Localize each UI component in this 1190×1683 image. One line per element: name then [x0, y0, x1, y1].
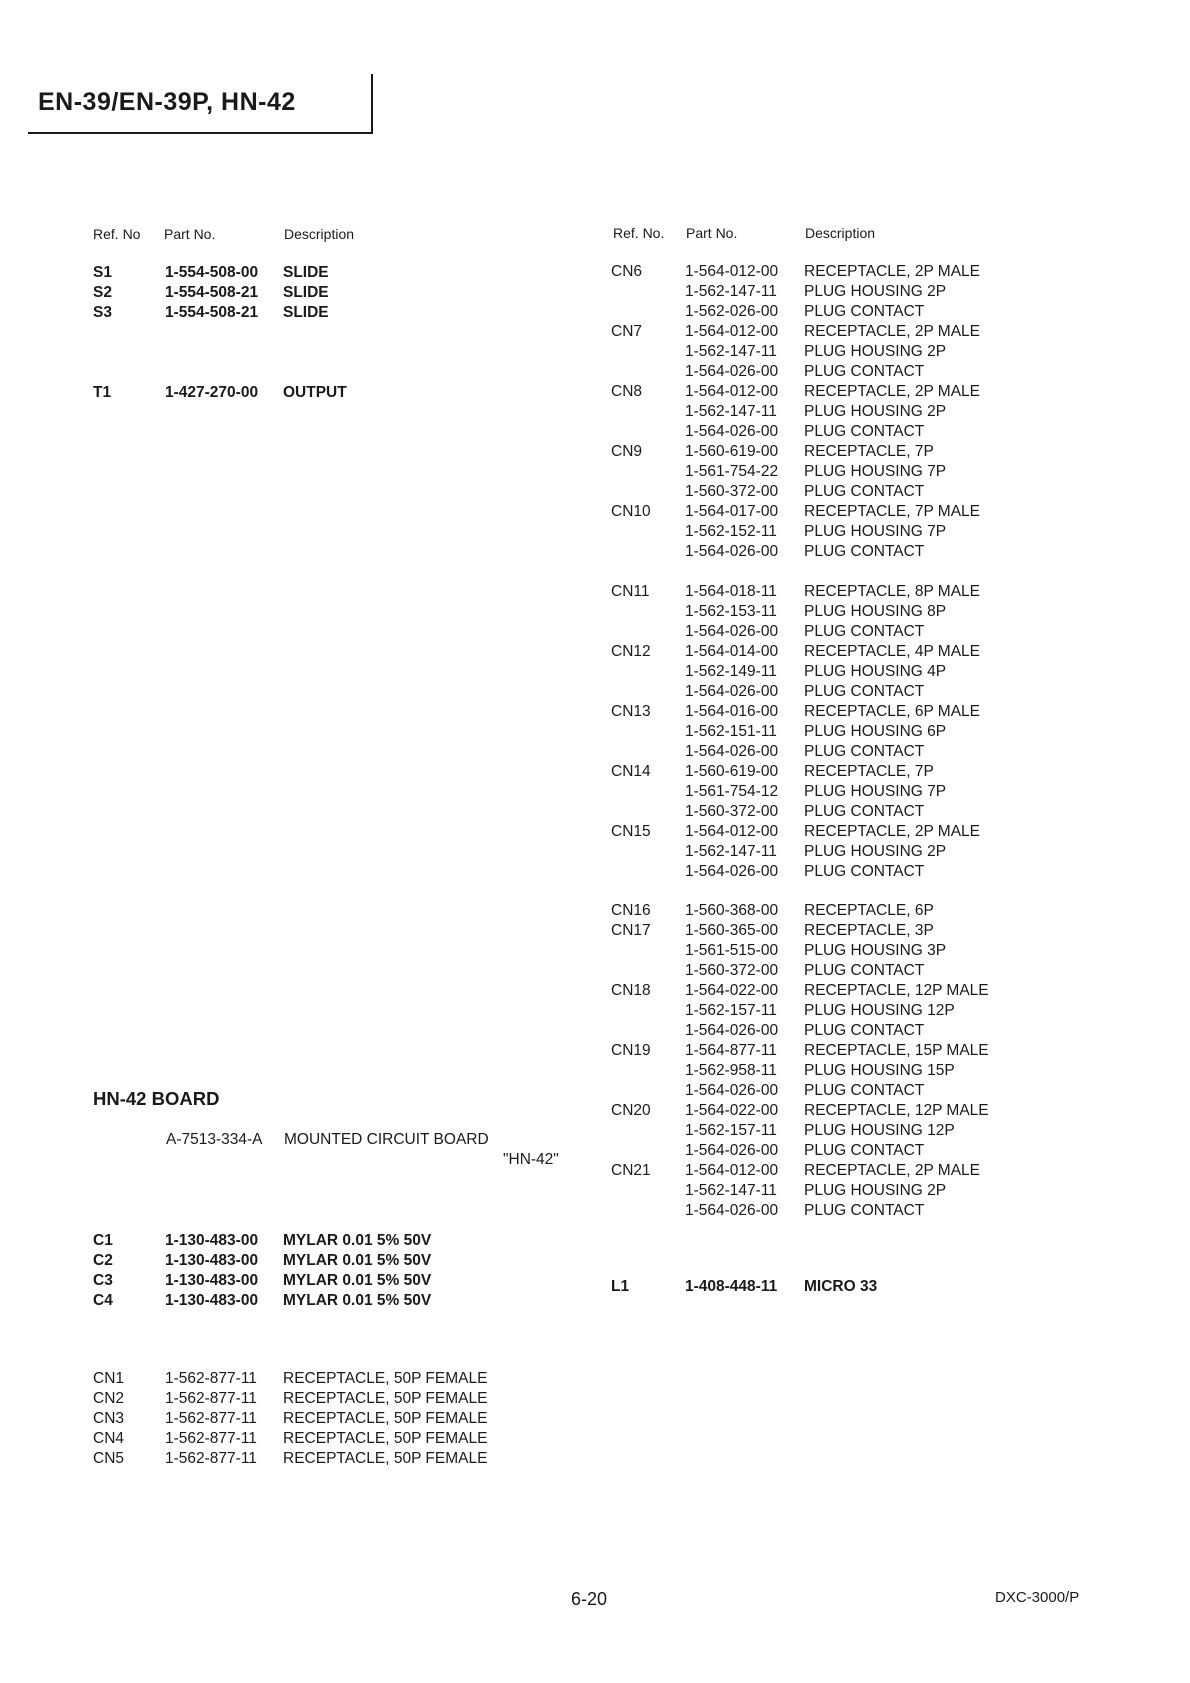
table-row — [611, 1141, 989, 1161]
ref-no: CN18 — [611, 982, 651, 999]
description: SLIDE — [283, 304, 329, 321]
description: RECEPTACLE, 50P FEMALE — [283, 1390, 488, 1407]
description: SLIDE — [283, 284, 329, 301]
page-title: EN-39/EN-39P, HN-42 — [38, 88, 296, 116]
description: RECEPTACLE, 12P MALE — [804, 1102, 989, 1119]
part-no: 1-564-026-00 — [685, 863, 779, 880]
part-no: 1-564-022-00 — [685, 982, 779, 999]
board-section-title: HN-42 BOARD — [93, 1088, 220, 1109]
table-row — [611, 742, 980, 762]
part-no: 1-560-619-00 — [685, 763, 779, 780]
table-row — [611, 961, 989, 981]
table-row — [611, 941, 989, 961]
connector-parts-list-left — [93, 1369, 487, 1469]
part-no: 1-562-147-11 — [685, 403, 777, 420]
part-no: 1-561-754-12 — [685, 783, 779, 800]
part-no: 1-564-026-00 — [685, 1082, 779, 1099]
table-row — [611, 981, 989, 1001]
part-no: 1-564-012-00 — [685, 383, 779, 400]
description: PLUG CONTACT — [804, 743, 925, 760]
part-no: 1-130-483-00 — [165, 1272, 259, 1289]
part-no: 1-560-619-00 — [685, 443, 779, 460]
description: PLUG HOUSING 4P — [804, 663, 947, 680]
part-no: 1-564-012-00 — [685, 1162, 779, 1179]
ref-no: CN21 — [611, 1162, 651, 1179]
description: RECEPTACLE, 50P FEMALE — [283, 1410, 488, 1427]
page-number: 6-20 — [571, 1589, 608, 1609]
part-no: 1-562-877-11 — [165, 1430, 257, 1447]
table-row — [93, 1271, 431, 1291]
table-row — [611, 1181, 989, 1201]
description: MYLAR 0.01 5% 50V — [283, 1272, 432, 1289]
description: RECEPTACLE, 7P — [804, 443, 934, 460]
ref-no: C2 — [93, 1252, 113, 1269]
ref-no: CN2 — [93, 1390, 125, 1407]
part-no: 1-562-152-11 — [685, 523, 777, 540]
table-row — [611, 1061, 989, 1081]
part-no: 1-564-026-00 — [685, 1022, 779, 1039]
part-no: 1-130-483-00 — [165, 1252, 259, 1269]
description: PLUG CONTACT — [804, 543, 925, 560]
switch-parts-list — [93, 263, 329, 323]
table-row — [611, 442, 980, 462]
description: PLUG HOUSING 12P — [804, 1002, 955, 1019]
description: RECEPTACLE, 50P FEMALE — [283, 1370, 488, 1387]
description: PLUG CONTACT — [804, 1022, 925, 1039]
ref-no: T1 — [93, 384, 112, 401]
description: SLIDE — [283, 264, 329, 281]
description: PLUG CONTACT — [804, 1202, 925, 1219]
table-row — [611, 522, 980, 542]
description: RECEPTACLE, 6P MALE — [804, 703, 981, 720]
part-no: 1-564-012-00 — [685, 263, 779, 280]
part-no: 1-564-026-00 — [685, 1142, 779, 1159]
table-row — [611, 1161, 989, 1181]
ref-no: CN16 — [611, 902, 651, 919]
part-no: 1-564-014-00 — [685, 643, 779, 660]
part-no: 1-562-157-11 — [685, 1122, 777, 1139]
ref-no: CN6 — [611, 263, 643, 280]
description: PLUG CONTACT — [804, 483, 925, 500]
description: PLUG HOUSING 2P — [804, 403, 947, 420]
table-row — [611, 322, 980, 342]
right-header-ref: Ref. No. — [613, 225, 665, 241]
ref-no: CN8 — [611, 383, 643, 400]
ref-no: CN1 — [93, 1370, 125, 1387]
table-row — [611, 762, 980, 782]
part-no: 1-562-149-11 — [685, 663, 777, 680]
part-no: 1-562-153-11 — [685, 603, 777, 620]
description: RECEPTACLE, 6P — [804, 902, 934, 919]
ref-no: CN13 — [611, 703, 651, 720]
description: RECEPTACLE, 7P MALE — [804, 503, 981, 520]
table-row — [611, 422, 980, 442]
part-no: 1-562-147-11 — [685, 1182, 777, 1199]
description: PLUG HOUSING 6P — [804, 723, 947, 740]
description: MYLAR 0.01 5% 50V — [283, 1232, 432, 1249]
inductor-parts-list — [611, 1277, 877, 1297]
ref-no: S1 — [93, 264, 112, 281]
left-header-ref: Ref. No — [93, 226, 141, 242]
description: PLUG HOUSING 7P — [804, 463, 947, 480]
table-row — [611, 822, 980, 842]
part-no: 1-564-016-00 — [685, 703, 779, 720]
table-row — [93, 1251, 431, 1271]
ref-no: CN5 — [93, 1450, 125, 1467]
table-row — [611, 642, 980, 662]
part-no: 1-562-151-11 — [685, 723, 777, 740]
description: PLUG CONTACT — [804, 1142, 925, 1159]
description: PLUG HOUSING 2P — [804, 283, 947, 300]
title-underline — [28, 132, 372, 134]
board-part-no: A-7513-334-A — [166, 1131, 263, 1148]
part-no: 1-562-958-11 — [685, 1062, 777, 1079]
table-row — [611, 682, 980, 702]
capacitor-parts-list — [93, 1231, 431, 1311]
part-no: 1-562-147-11 — [685, 343, 777, 360]
part-no: 1-564-026-00 — [685, 743, 779, 760]
left-header-desc: Description — [284, 226, 355, 242]
part-no: 1-562-877-11 — [165, 1450, 257, 1467]
table-row — [611, 662, 980, 682]
description: PLUG HOUSING 8P — [804, 603, 947, 620]
part-no: 1-564-026-00 — [685, 1202, 779, 1219]
table-row — [611, 1201, 989, 1221]
description: PLUG CONTACT — [804, 423, 925, 440]
table-row — [611, 842, 980, 862]
ref-no: CN15 — [611, 823, 651, 840]
connector-parts-list-3 — [611, 901, 989, 1221]
description: RECEPTACLE, 12P MALE — [804, 982, 989, 999]
table-row — [611, 302, 980, 322]
description: RECEPTACLE, 50P FEMALE — [283, 1450, 488, 1467]
description: RECEPTACLE, 7P — [804, 763, 934, 780]
part-no: 1-130-483-00 — [165, 1232, 259, 1249]
table-row — [93, 1389, 487, 1409]
part-no: 1-564-026-00 — [685, 683, 779, 700]
board-assembly-row — [166, 1131, 489, 1149]
connector-parts-list-1 — [611, 262, 980, 562]
part-no: 1-130-483-00 — [165, 1292, 259, 1309]
part-no: 1-554-508-00 — [165, 264, 259, 281]
description: PLUG CONTACT — [804, 962, 925, 979]
left-header-part: Part No. — [164, 226, 216, 242]
table-row — [611, 622, 980, 642]
description: RECEPTACLE, 2P MALE — [804, 383, 981, 400]
description: RECEPTACLE, 8P MALE — [804, 583, 981, 600]
table-row — [611, 402, 980, 422]
description: RECEPTACLE, 15P MALE — [804, 1042, 989, 1059]
description: PLUG HOUSING 2P — [804, 343, 947, 360]
description: PLUG HOUSING 15P — [804, 1062, 955, 1079]
description: PLUG HOUSING 7P — [804, 523, 947, 540]
table-row — [611, 901, 989, 921]
ref-no: CN14 — [611, 763, 651, 780]
table-row — [611, 602, 980, 622]
description: PLUG HOUSING 2P — [804, 1182, 947, 1199]
table-row — [611, 862, 980, 882]
description: RECEPTACLE, 2P MALE — [804, 263, 981, 280]
ref-no: C3 — [93, 1272, 113, 1289]
table-row — [611, 282, 980, 302]
description: RECEPTACLE, 3P — [804, 922, 934, 939]
table-row — [611, 1001, 989, 1021]
ref-no: C4 — [93, 1292, 113, 1309]
part-no: 1-564-026-00 — [685, 623, 779, 640]
description: PLUG CONTACT — [804, 803, 925, 820]
ref-no: CN10 — [611, 503, 651, 520]
ref-no: CN12 — [611, 643, 651, 660]
description: RECEPTACLE, 50P FEMALE — [283, 1430, 488, 1447]
description: PLUG CONTACT — [804, 683, 925, 700]
description: PLUG CONTACT — [804, 863, 925, 880]
description: PLUG HOUSING 2P — [804, 843, 947, 860]
right-header-part: Part No. — [686, 225, 738, 241]
part-no: 1-560-372-00 — [685, 483, 779, 500]
part-no: 1-564-022-00 — [685, 1102, 779, 1119]
ref-no: CN3 — [93, 1410, 125, 1427]
part-no: 1-560-368-00 — [685, 902, 779, 919]
table-row — [611, 262, 980, 282]
part-no: 1-560-372-00 — [685, 962, 779, 979]
description: PLUG HOUSING 3P — [804, 942, 947, 959]
part-no: 1-564-012-00 — [685, 823, 779, 840]
part-no: 1-554-508-21 — [165, 304, 259, 321]
table-row — [93, 1449, 487, 1469]
description: PLUG CONTACT — [804, 1082, 925, 1099]
table-row — [93, 383, 347, 403]
ref-no: L1 — [611, 1278, 630, 1295]
ref-no: S3 — [93, 304, 112, 321]
part-no: 1-564-026-00 — [685, 363, 779, 380]
part-no: 1-561-515-00 — [685, 942, 779, 959]
ref-no: C1 — [93, 1232, 113, 1249]
table-row — [611, 482, 980, 502]
table-row — [611, 382, 980, 402]
part-no: 1-562-026-00 — [685, 303, 779, 320]
table-row — [611, 722, 980, 742]
part-no: 1-427-270-00 — [165, 384, 259, 401]
table-row — [93, 263, 329, 283]
board-description: MOUNTED CIRCUIT BOARD — [284, 1131, 489, 1148]
part-no: 1-564-026-00 — [685, 543, 779, 560]
table-row — [93, 1291, 431, 1311]
part-no: 1-561-754-22 — [685, 463, 779, 480]
part-no: 1-564-018-11 — [685, 583, 777, 600]
ref-no: S2 — [93, 284, 112, 301]
table-row — [611, 782, 980, 802]
description: PLUG CONTACT — [804, 303, 925, 320]
table-row — [611, 1041, 989, 1061]
table-row — [611, 362, 980, 382]
description: PLUG CONTACT — [804, 363, 925, 380]
description: OUTPUT — [283, 384, 347, 401]
part-no: 1-562-147-11 — [685, 843, 777, 860]
ref-no: CN17 — [611, 922, 651, 939]
part-no: 1-564-026-00 — [685, 423, 779, 440]
part-no: 1-562-877-11 — [165, 1410, 257, 1427]
description: PLUG HOUSING 7P — [804, 783, 947, 800]
table-row — [611, 1081, 989, 1101]
table-row — [611, 1121, 989, 1141]
description: RECEPTACLE, 2P MALE — [804, 323, 981, 340]
part-no: 1-560-365-00 — [685, 922, 779, 939]
description: PLUG HOUSING 12P — [804, 1122, 955, 1139]
ref-no: CN7 — [611, 323, 643, 340]
connector-parts-list-2 — [611, 582, 980, 882]
table-row — [611, 502, 980, 522]
ref-no: CN19 — [611, 1042, 651, 1059]
table-row — [611, 342, 980, 362]
part-no: 1-554-508-21 — [165, 284, 259, 301]
table-row — [93, 1409, 487, 1429]
part-no: 1-564-877-11 — [685, 1042, 777, 1059]
table-row — [611, 802, 980, 822]
table-row — [611, 1101, 989, 1121]
part-no: 1-562-157-11 — [685, 1002, 777, 1019]
table-row — [93, 1369, 487, 1389]
table-row — [611, 462, 980, 482]
table-row — [611, 921, 989, 941]
description: MYLAR 0.01 5% 50V — [283, 1292, 432, 1309]
description: MYLAR 0.01 5% 50V — [283, 1252, 432, 1269]
part-no: 1-564-012-00 — [685, 323, 779, 340]
table-row — [611, 1021, 989, 1041]
title-divider — [371, 74, 373, 134]
table-row — [93, 303, 329, 323]
description: RECEPTACLE, 2P MALE — [804, 1162, 981, 1179]
table-row — [93, 283, 329, 303]
description: RECEPTACLE, 2P MALE — [804, 823, 981, 840]
part-no: 1-564-017-00 — [685, 503, 779, 520]
transformer-parts-list — [93, 383, 347, 403]
part-no: 1-408-448-11 — [685, 1278, 778, 1295]
part-no: 1-562-147-11 — [685, 283, 777, 300]
table-row — [611, 1277, 877, 1297]
ref-no: CN20 — [611, 1102, 651, 1119]
part-no: 1-562-877-11 — [165, 1370, 257, 1387]
table-row — [93, 1231, 431, 1251]
part-no: 1-560-372-00 — [685, 803, 779, 820]
ref-no: CN9 — [611, 443, 643, 460]
right-header-desc: Description — [805, 225, 876, 241]
table-row — [611, 702, 980, 722]
part-no: 1-562-877-11 — [165, 1390, 257, 1407]
description: PLUG CONTACT — [804, 623, 925, 640]
ref-no: CN11 — [611, 583, 650, 600]
board-name-label: "HN-42" — [503, 1151, 559, 1168]
ref-no: CN4 — [93, 1430, 125, 1447]
description: RECEPTACLE, 4P MALE — [804, 643, 981, 660]
table-row — [611, 582, 980, 602]
description: MICRO 33 — [804, 1278, 878, 1295]
table-row — [93, 1429, 487, 1449]
table-row — [611, 542, 980, 562]
model-code: DXC-3000/P — [995, 1589, 1080, 1606]
